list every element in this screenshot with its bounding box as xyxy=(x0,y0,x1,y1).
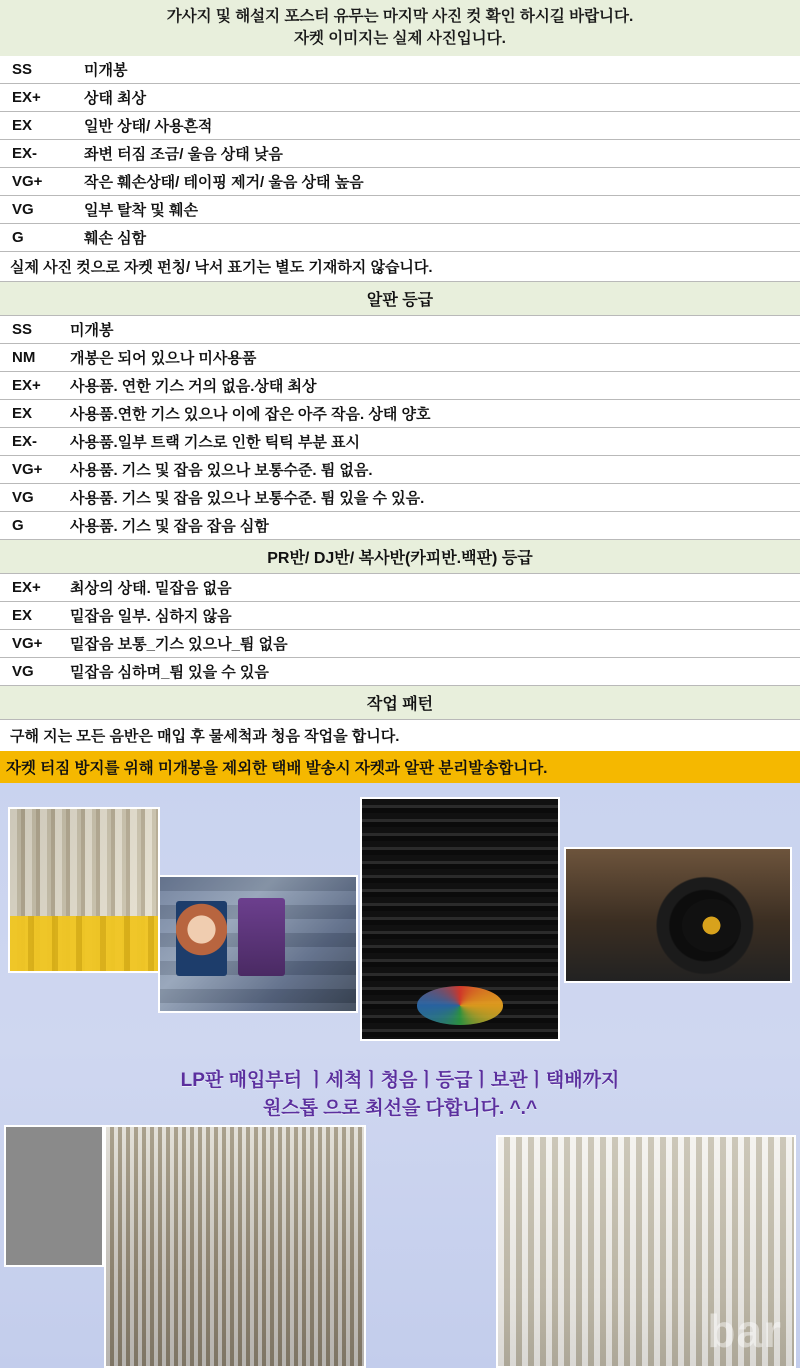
table-row xyxy=(0,511,800,539)
table-row xyxy=(0,574,800,602)
table-row xyxy=(0,601,800,629)
work-pattern-note: 구해 지는 모든 음반은 매입 후 물세척과 청음 작업을 합니다. xyxy=(10,727,400,745)
grade-desc: 밑잡음 심하며_튐 있을 수 있음 xyxy=(70,663,269,681)
table-row xyxy=(0,455,800,483)
table-row xyxy=(0,399,800,427)
table-row xyxy=(0,223,800,251)
photo-shelf-left xyxy=(4,1125,104,1267)
grade-code: EX- xyxy=(12,144,38,162)
grade-code: EX xyxy=(12,404,33,422)
table-row xyxy=(0,167,800,195)
top-notice-line-2: 자켓 이미지는 실제 사진입니다. xyxy=(294,30,506,48)
table-row xyxy=(0,83,800,111)
work-pattern-heading: 작업 패턴 xyxy=(0,686,800,720)
grade-desc: 작은 훼손상태/ 테이핑 제거/ 울음 상태 높음 xyxy=(84,173,364,191)
grade-desc: 밑잡음 보통_기스 있으나_튐 없음 xyxy=(70,635,288,653)
grade-desc: 미개봉 xyxy=(70,321,114,339)
grade-desc: 상태 최상 xyxy=(84,89,147,107)
grade-code: EX+ xyxy=(12,376,41,394)
pr-grade-table xyxy=(0,574,800,686)
table-row xyxy=(0,427,800,455)
grade-code: SS xyxy=(12,320,33,338)
grade-code: EX+ xyxy=(12,578,41,596)
table-row xyxy=(0,316,800,344)
top-notice-line-1: 가사지 및 해설지 포스터 유무는 마지막 사진 컷 확인 하시길 바랍니다. xyxy=(166,8,634,25)
photo-album-sleeves xyxy=(158,875,358,1013)
photo-turntable xyxy=(564,847,792,983)
grade-desc: 일부 탈착 및 훼손 xyxy=(84,201,198,219)
jacket-grade-table xyxy=(0,56,800,252)
table-row xyxy=(0,139,800,167)
grade-desc: 좌변 터짐 조금/ 울음 상태 낮음 xyxy=(84,145,283,163)
grade-desc: 최상의 상태. 밑잡음 없음 xyxy=(70,579,232,597)
grade-desc: 훼손 심함 xyxy=(84,229,147,247)
table-row xyxy=(0,195,800,223)
grade-code: G xyxy=(12,516,24,534)
photo-crates-of-lps xyxy=(8,807,160,973)
grade-code: EX+ xyxy=(12,88,41,106)
table-row xyxy=(0,483,800,511)
table-row xyxy=(0,343,800,371)
photo-vinyl-stack xyxy=(360,797,560,1041)
photo-collage xyxy=(0,783,800,1368)
grade-code: VG+ xyxy=(12,634,43,652)
grade-code: G xyxy=(12,228,24,246)
table-row xyxy=(0,56,800,84)
grade-code: EX xyxy=(12,116,33,134)
grade-desc: 사용품.일부 트랙 기스로 인한 틱틱 부분 표시 xyxy=(70,433,360,451)
collage-caption-line-1: LP판 매입부터 ㅣ세척ㅣ청음ㅣ등급ㅣ보관ㅣ택배까지 xyxy=(180,1069,620,1091)
grade-code: EX- xyxy=(12,432,38,450)
table-row xyxy=(0,371,800,399)
grade-code: VG+ xyxy=(12,460,43,478)
grade-code: NM xyxy=(12,348,36,366)
jacket-grade-footnote: 실제 사진 컷으로 자켓 펀칭/ 낙서 표기는 별도 기재하지 않습니다. xyxy=(0,252,800,282)
collage-caption-line-2: 원스톱 으로 최선을 다합니다. ^.^ xyxy=(262,1098,538,1120)
grade-desc: 사용품. 기스 및 잡음 있으나 보통수준. 튐 없음. xyxy=(70,461,373,479)
grade-code: VG+ xyxy=(12,172,43,190)
table-row xyxy=(0,629,800,657)
grade-desc: 개봉은 되어 있으나 미사용품 xyxy=(70,349,257,367)
grade-desc: 사용품. 연한 기스 거의 없음.상태 최상 xyxy=(70,377,317,395)
grade-code: VG xyxy=(12,662,34,680)
grade-code: SS xyxy=(12,60,33,78)
table-row xyxy=(0,111,800,139)
table-row xyxy=(0,657,800,685)
grade-desc: 사용품. 기스 및 잡음 있으나 보통수준. 튐 있을 수 있음. xyxy=(70,489,425,507)
watermark-text: bar xyxy=(707,1304,782,1357)
photo-shelf-aisle xyxy=(104,1125,366,1368)
grade-desc: 사용품. 기스 및 잡음 잡음 심함 xyxy=(70,517,269,535)
shipping-highlight-banner: 자켓 터짐 방지를 위해 미개봉을 제외한 택배 발송시 자켓과 알판 분리발송합니다. xyxy=(0,751,800,783)
grade-desc: 미개봉 xyxy=(84,61,128,79)
top-notice xyxy=(0,0,800,56)
grade-code: VG xyxy=(12,488,34,506)
collage-caption xyxy=(0,1067,800,1124)
disc-grade-heading: 알판 등급 xyxy=(0,282,800,316)
disc-grade-table xyxy=(0,316,800,540)
grade-desc: 사용품.연한 기스 있으나 이에 잡은 아주 작음. 상태 양호 xyxy=(70,405,431,423)
grade-desc: 밑잡음 일부. 심하지 않음 xyxy=(70,607,232,625)
pr-grade-heading: PR반/ DJ반/ 복사반(카피반.백판) 등급 xyxy=(0,540,800,574)
grade-code: VG xyxy=(12,200,34,218)
grade-code: EX xyxy=(12,606,33,624)
grade-desc: 일반 상태/ 사용흔적 xyxy=(84,117,213,135)
